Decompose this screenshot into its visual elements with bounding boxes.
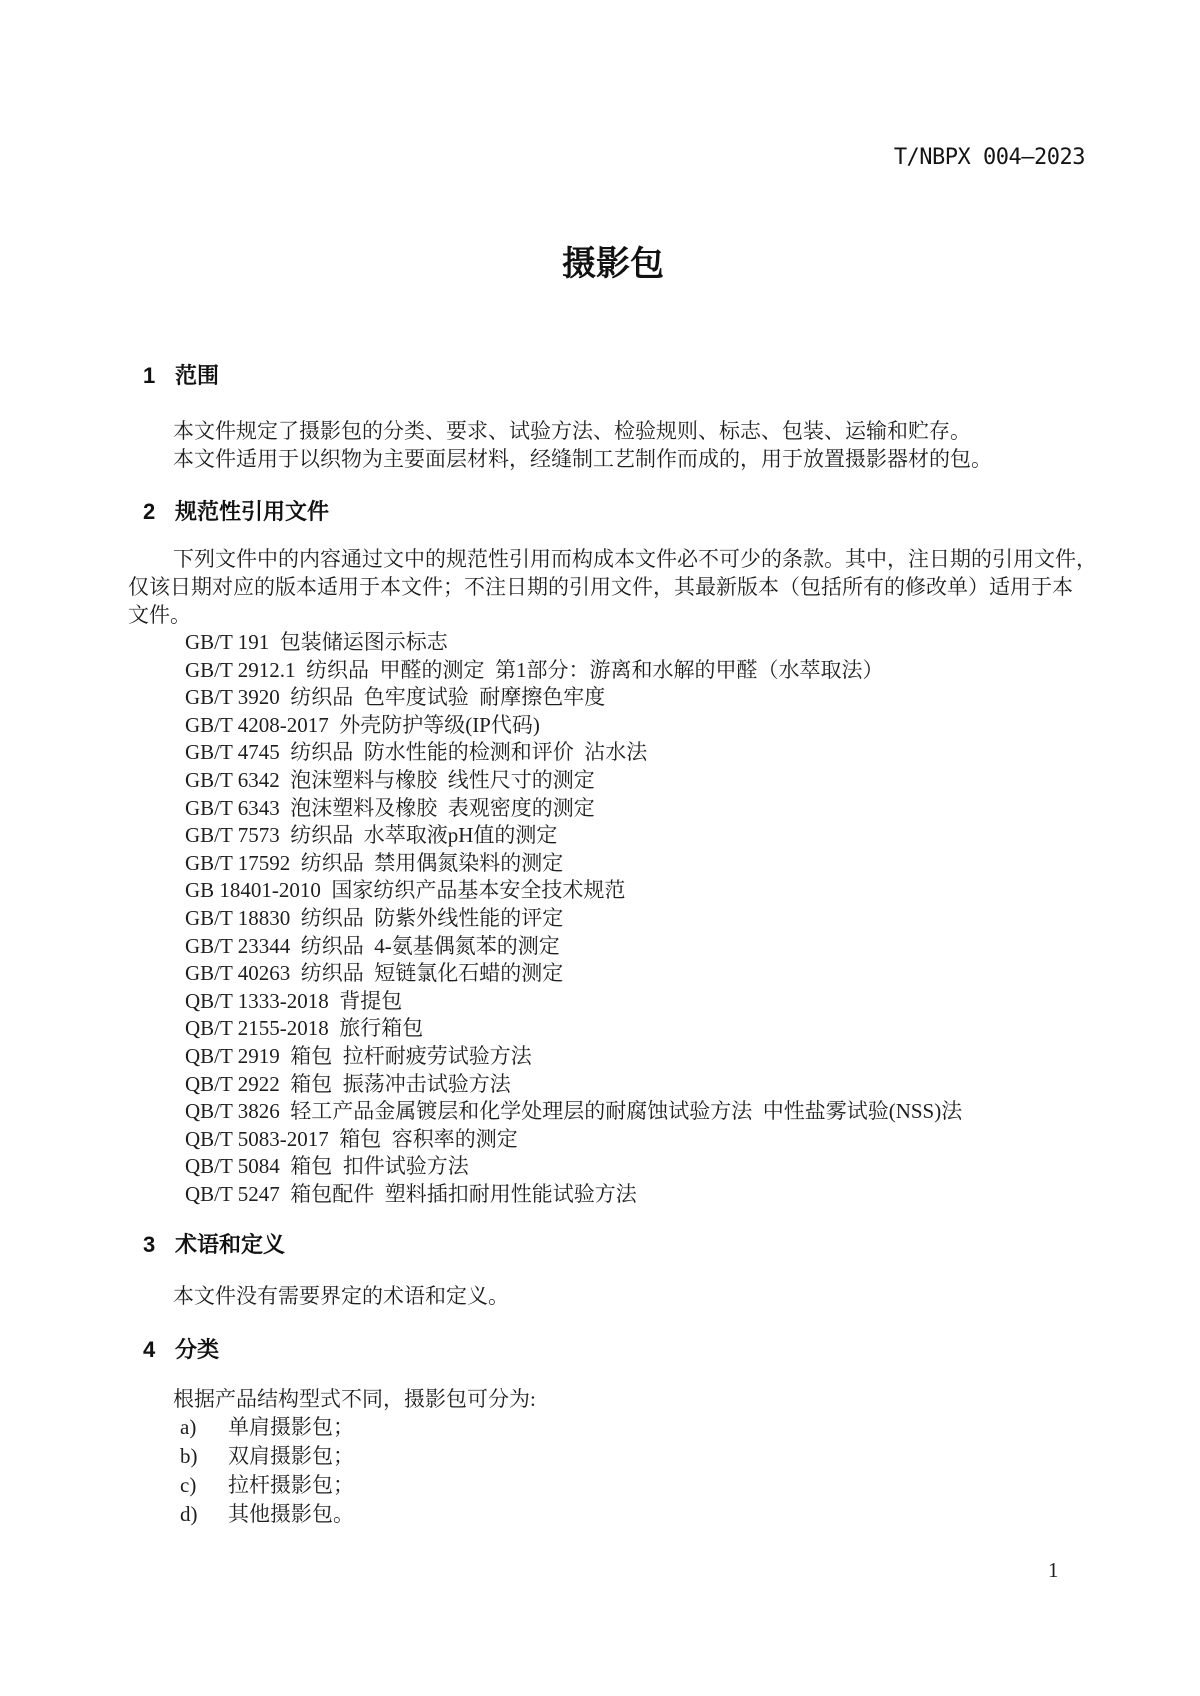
section-3-body bbox=[128, 1282, 1085, 1310]
section-3-number: 3 bbox=[143, 1232, 156, 1258]
list-item-text: 其他摄影包。 bbox=[228, 1502, 354, 1527]
paragraph-line: 本文件没有需要界定的术语和定义。 bbox=[173, 1284, 509, 1309]
doc-title: 摄影包 bbox=[562, 245, 664, 283]
reference-item: QB/T 5084 箱包 扣件试验方法 bbox=[185, 1154, 469, 1179]
list-item-marker: a) bbox=[180, 1415, 197, 1440]
doc-code: T/NBPX 004—2023 bbox=[893, 145, 1085, 170]
reference-item: GB/T 4745 纺织品 防水性能的检测和评价 沾水法 bbox=[185, 740, 648, 765]
section-2-intro bbox=[128, 545, 1097, 629]
reference-item: GB 18401-2010 国家纺织产品基本安全技术规范 bbox=[185, 878, 626, 903]
reference-item: GB/T 191 包装储运图示标志 bbox=[185, 630, 448, 654]
reference-item: GB/T 17592 纺织品 禁用偶氮染料的测定 bbox=[185, 850, 564, 875]
section-1-body bbox=[128, 417, 1085, 473]
section-1-title: 范围 bbox=[175, 363, 220, 388]
reference-item: QB/T 2919 箱包 拉杆耐疲劳试验方法 bbox=[185, 1043, 532, 1068]
section-3-title: 术语和定义 bbox=[175, 1232, 286, 1258]
reference-item: GB/T 40263 纺织品 短链氯化石蜡的测定 bbox=[185, 961, 564, 986]
reference-item: QB/T 5247 箱包配件 塑料插扣耐用性能试验方法 bbox=[185, 1181, 637, 1206]
list-item-marker: b) bbox=[180, 1444, 198, 1469]
reference-item: GB/T 18830 纺织品 防紫外线性能的评定 bbox=[185, 905, 564, 930]
list-item-marker: c) bbox=[180, 1473, 197, 1498]
reference-item: GB/T 4208-2017 外壳防护等级(IP代码) bbox=[185, 712, 540, 737]
section-4-number: 4 bbox=[143, 1337, 156, 1363]
list-item-text: 拉杆摄影包； bbox=[228, 1473, 354, 1498]
section-2-heading bbox=[128, 497, 1085, 527]
reference-item: QB/T 5083-2017 箱包 容积率的测定 bbox=[185, 1126, 518, 1151]
paragraph-line: 下列文件中的内容通过文中的规范性引用而构成本文件必不可少的条款。其中，注日期的引用文件， bbox=[173, 547, 1097, 571]
paragraph-line: 根据产品结构型式不同，摄影包可分为: bbox=[173, 1387, 536, 1412]
section-2-title: 规范性引用文件 bbox=[175, 499, 330, 524]
reference-item: QB/T 2922 箱包 振荡冲击试验方法 bbox=[185, 1071, 511, 1096]
paragraph-line: 仅该日期对应的版本适用于本文件；不注日期的引用文件，其最新版本（包括所有的修改单）适用于本 bbox=[128, 575, 1073, 599]
paragraph-line: 本文件规定了摄影包的分类、要求、试验方法、检验规则、标志、包装、运输和贮存。 bbox=[173, 419, 971, 443]
reference-item: QB/T 2155-2018 旅行箱包 bbox=[185, 1016, 424, 1041]
reference-item: GB/T 2912.1 纺织品 甲醛的测定 第1部分：游离和水解的甲醛（水萃取法） bbox=[185, 657, 884, 682]
page-number: 1 bbox=[1048, 1558, 1059, 1582]
document-content bbox=[0, 361, 1200, 1529]
reference-item: GB/T 23344 纺织品 4-氨基偶氮苯的测定 bbox=[185, 933, 560, 958]
section-3-heading bbox=[128, 1230, 1085, 1260]
section-1-number: 1 bbox=[143, 363, 156, 388]
reference-item: QB/T 3826 轻工产品金属镀层和化学处理层的耐腐蚀试验方法 中性盐雾试验(NSS)法 bbox=[185, 1099, 963, 1124]
reference-item: QB/T 1333-2018 背提包 bbox=[185, 988, 403, 1013]
section-2-number: 2 bbox=[143, 499, 156, 524]
list-item-text: 单肩摄影包； bbox=[228, 1415, 354, 1440]
list-item bbox=[128, 1413, 1085, 1442]
section-4-heading bbox=[128, 1335, 1085, 1365]
reference-item: GB/T 6343 泡沫塑料及橡胶 表观密度的测定 bbox=[185, 795, 595, 820]
paragraph-line: 本文件适用于以织物为主要面层材料，经缝制工艺制作而成的，用于放置摄影器材的包。 bbox=[173, 447, 992, 471]
paragraph-line: 文件。 bbox=[128, 603, 191, 627]
reference-item: GB/T 3920 纺织品 色牢度试验 耐摩擦色牢度 bbox=[185, 685, 606, 710]
section-4-intro bbox=[128, 1385, 1085, 1413]
section-1-heading bbox=[128, 361, 1085, 391]
normative-references-list bbox=[128, 629, 1085, 1208]
classification-list bbox=[128, 1413, 1085, 1529]
reference-item: GB/T 7573 纺织品 水萃取液pH值的测定 bbox=[185, 823, 558, 848]
list-item bbox=[128, 1500, 1085, 1529]
section-4-title: 分类 bbox=[175, 1337, 220, 1363]
list-item-text: 双肩摄影包； bbox=[228, 1444, 354, 1469]
list-item bbox=[128, 1471, 1085, 1500]
reference-item: GB/T 6342 泡沫塑料与橡胶 线性尺寸的测定 bbox=[185, 767, 595, 792]
list-item-marker: d) bbox=[180, 1502, 198, 1527]
list-item bbox=[128, 1442, 1085, 1471]
